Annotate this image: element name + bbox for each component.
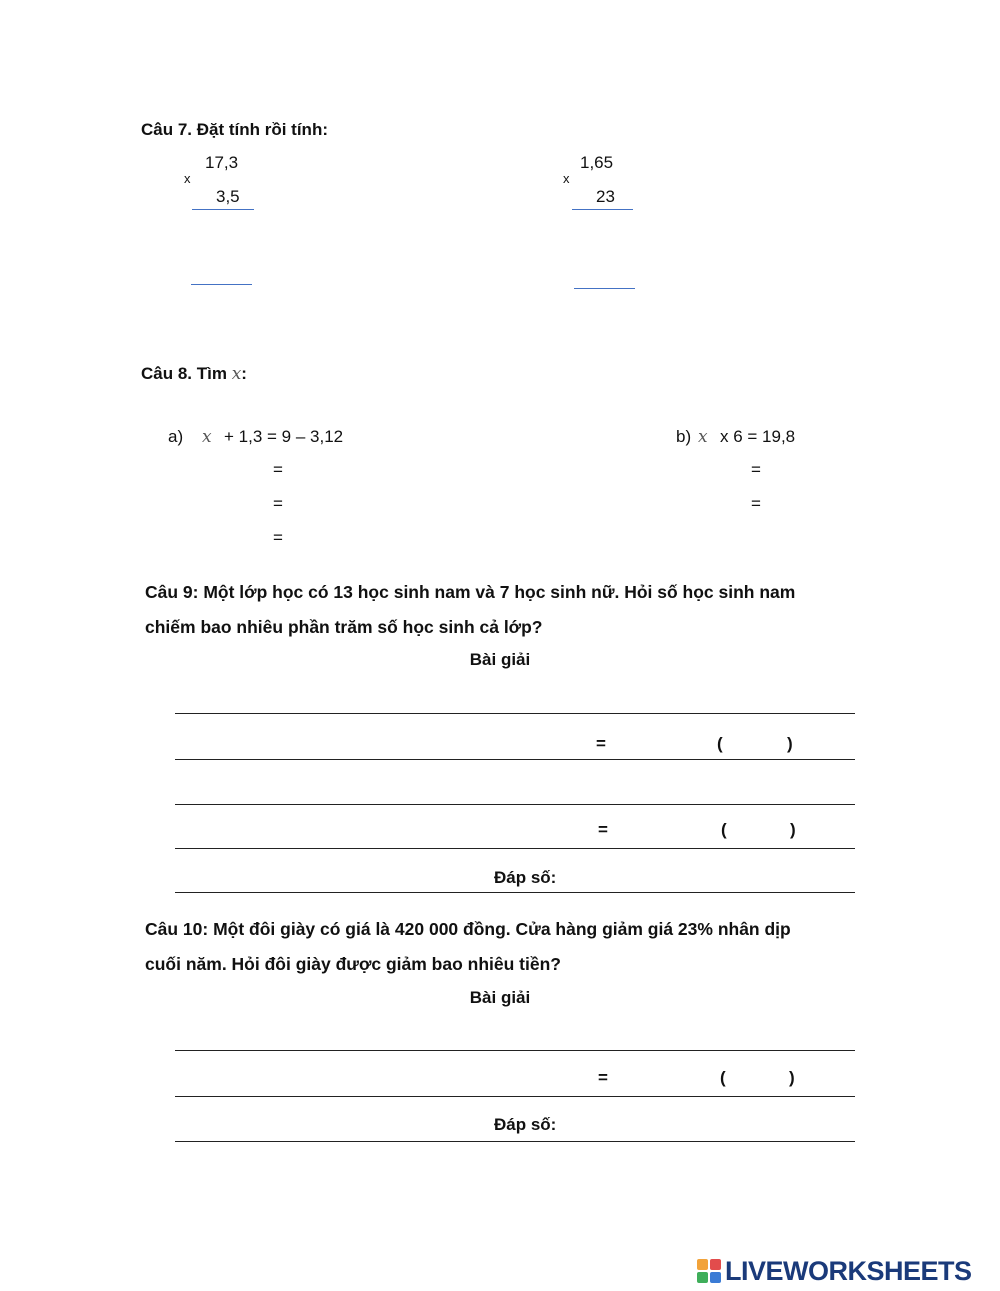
q8-title-prefix: Câu 8. Tìm — [141, 364, 232, 383]
logo-square-4 — [710, 1272, 721, 1283]
q8-b-x-symbol: 𝑥 — [698, 427, 708, 447]
q9-answer-line-3[interactable] — [175, 804, 855, 805]
q7-left-bottom-number: 3,5 — [216, 187, 240, 206]
q9-answer-line-5[interactable] — [175, 892, 855, 893]
q9-paren-open-2: ( — [721, 820, 727, 839]
q9-text-line-2: chiếm bao nhiêu phần trăm số học sinh cả lớp? — [145, 617, 543, 637]
q9-answer-line-2[interactable] — [175, 759, 855, 760]
q8-a-eq-3: = — [273, 528, 283, 547]
q7-left-top-number: 17,3 — [205, 153, 239, 172]
q7-right-top-number: 1,65 — [580, 153, 614, 172]
q10-text-line-1: Câu 10: Một đôi giày có giá là 420 000 đồng. Cửa hàng giảm giá 23% nhân dịp — [145, 919, 791, 939]
q7-left-operand-line — [192, 209, 254, 210]
liveworksheets-logo-text: LIVEWORKSHEETS — [725, 1255, 972, 1286]
q9-eq-2: = — [598, 820, 608, 839]
q8-b-expression: x 6 = 19,8 — [720, 427, 796, 446]
q7-left-result-line — [191, 284, 252, 285]
q9-paren-close-1: ) — [787, 734, 793, 753]
q8-a-x-symbol: 𝑥 — [202, 427, 212, 447]
q10-text-line-2: cuối năm. Hỏi đôi giày được giảm bao nhiêu tiền? — [145, 954, 561, 974]
q8-b-label: b) — [676, 427, 692, 446]
q8-a-expression: + 1,3 = 9 – 3,12 — [224, 427, 344, 446]
q10-answer-line-1[interactable] — [175, 1050, 855, 1051]
q9-answer-line-4[interactable] — [175, 848, 855, 849]
q7-right-operator: x — [563, 171, 570, 186]
q9-text-line-1: Câu 9: Một lớp học có 13 học sinh nam và 7 học sinh nữ. Hỏi số học sinh nam — [145, 582, 796, 602]
q8-b-eq-2: = — [751, 494, 761, 513]
logo-square-2 — [710, 1259, 721, 1270]
q9-answer-line-1[interactable] — [175, 713, 855, 714]
q9-eq-1: = — [596, 734, 606, 753]
q10-paren-close: ) — [789, 1068, 795, 1087]
q10-solution-heading: Bài giải — [469, 988, 531, 1007]
q10-answer-line-3[interactable] — [175, 1141, 855, 1142]
q9-paren-open-1: ( — [717, 734, 723, 753]
q10-answer-line-2[interactable] — [175, 1096, 855, 1097]
liveworksheets-logo-icon — [697, 1259, 721, 1283]
q10-paren-open: ( — [720, 1068, 726, 1087]
q8-b-eq-1: = — [751, 460, 761, 479]
q9-answer-label: Đáp số: — [494, 868, 557, 887]
q7-right-result-line — [574, 288, 635, 289]
q10-eq: = — [598, 1068, 608, 1087]
q8-x-symbol: 𝑥 — [231, 364, 242, 384]
q8-title-suffix: : — [241, 364, 247, 383]
q10-answer-label: Đáp số: — [494, 1115, 557, 1134]
q7-right-bottom-number: 23 — [596, 187, 615, 206]
q9-solution-heading: Bài giải — [469, 650, 531, 669]
q8-a-eq-2: = — [273, 494, 283, 513]
q8-title — [141, 364, 247, 384]
q7-left-operator: x — [184, 171, 191, 186]
logo-square-3 — [697, 1272, 708, 1283]
q8-a-label: a) — [168, 427, 184, 446]
q7-title: Câu 7. Đặt tính rồi tính: — [141, 120, 328, 139]
q8-a-eq-1: = — [273, 460, 283, 479]
logo-square-1 — [697, 1259, 708, 1270]
liveworksheets-logo — [697, 1256, 972, 1286]
q9-paren-close-2: ) — [790, 820, 796, 839]
q7-right-operand-line — [572, 209, 633, 210]
